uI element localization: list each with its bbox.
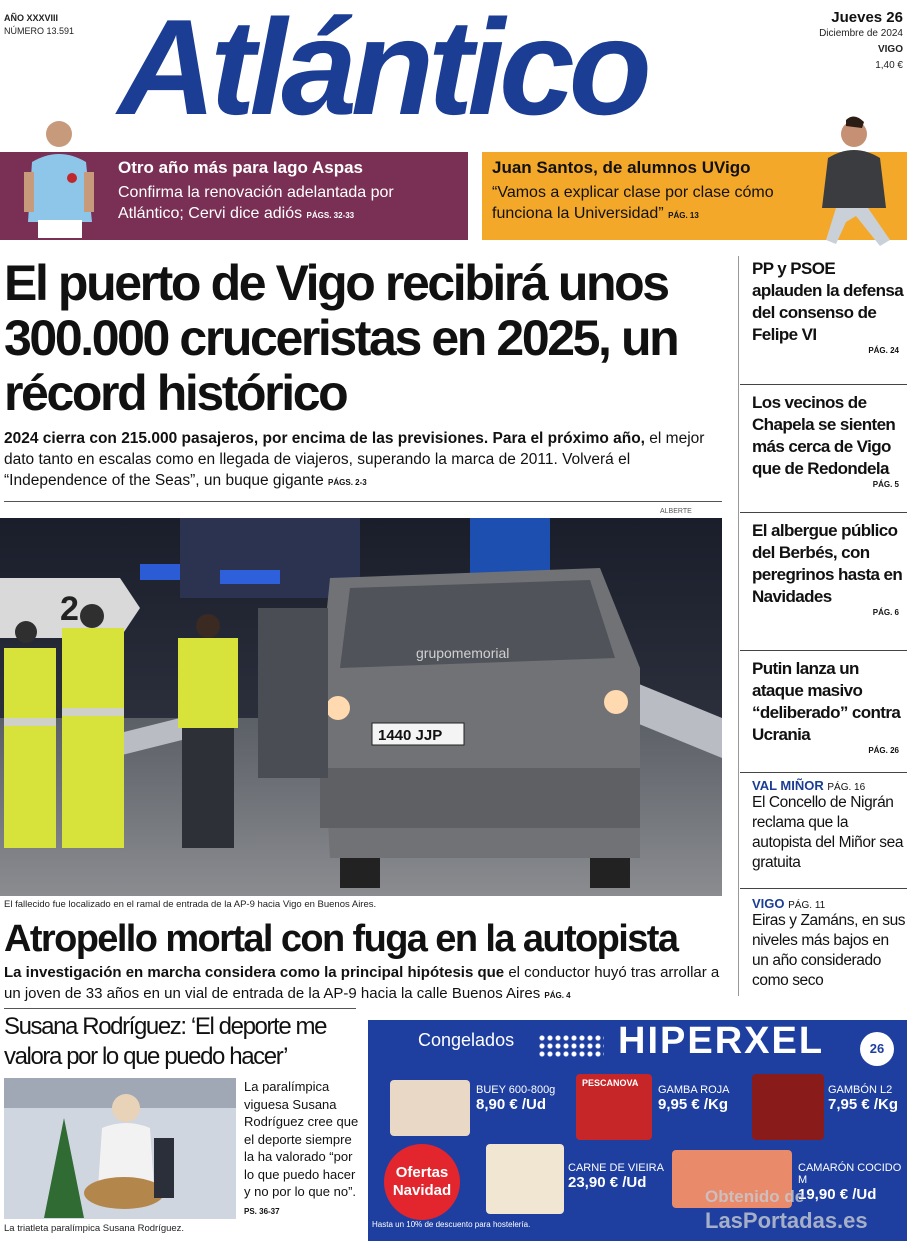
product-vieira [568,1162,664,1191]
van-plate: 1440 JJP [378,727,443,744]
accident-photo [0,518,722,896]
product-name: GAMBA ROJA [658,1084,730,1096]
third-body [244,1078,360,1220]
product-name: GAMBÓN L2 [828,1084,893,1096]
product-price: 8,90 € /Ud [476,1096,547,1113]
promo-title: Otro año más para Iago Aspas [118,158,363,177]
ad-dots-icon [538,1034,604,1058]
badge-number: 26 [869,1041,885,1056]
ad-footnote: Hasta un 10% de descuento para hostelería. [372,1220,531,1229]
student-photo [806,112,901,250]
offer-text: Ofertas Navidad [392,1164,452,1199]
watermark [705,1185,868,1233]
date-info [819,10,903,74]
product-name: BUEY 600-800g [476,1084,556,1096]
van-logo-text: grupomemorial [416,645,510,661]
promo-desc: Confirma la renovación adelantada por Atlántico; Cervi dice adiós [118,184,394,222]
side-rule [738,256,739,996]
product-vieira-icon [486,1144,564,1214]
date-day: Jueves 26 [831,9,903,26]
divider [740,650,907,651]
side-story-title: PP y PSOE aplauden la defensa del consenso de Felipe VI [752,259,904,344]
divider [740,772,907,773]
brief-section: VAL MIÑOR [752,778,824,793]
watermark-line: Obtenido de [705,1187,805,1206]
photo-caption: El fallecido fue localizado en el ramal de entrada de la AP-9 hacia Vigo en Buenos Aires. [4,899,377,910]
athlete-caption: La triatleta paralímpica Susana Rodríguez. [4,1223,185,1234]
side-story-title: El albergue público del Berbés, con peregrinos hasta en Navidades [752,521,903,606]
brief-text: Eiras y Zamáns, en sus niveles más bajos en un año considerado como seco [752,912,906,989]
side-brief-2[interactable] [740,896,907,991]
brief-pages: PÁG. 11 [788,900,826,911]
side-story-2[interactable] [740,392,907,489]
lead-dek [4,428,722,493]
edition-number: NÚMERO 13.591 [4,26,75,36]
brief-text: El Concello de Nigrán reclama que la autopista del Miñor sea gratuita [752,794,904,871]
promo-pages: PÁGS. 32-33 [306,211,355,220]
side-story-pages: PÁG. 5 [872,480,899,489]
side-story-pages: PÁG. 26 [868,746,899,755]
newspaper-logo[interactable]: Atlántico [118,0,646,143]
anniversary-badge [860,1032,894,1066]
edition-year: AÑO XXXVIII [4,13,59,23]
product-buey-icon [390,1080,470,1136]
second-dek [4,962,722,1006]
divider [4,501,722,502]
lead-headline[interactable]: El puerto de Vigo recibirá unos 300.000 cruceristas en 2025, un récord histórico [4,255,678,421]
product-price: 9,95 € /Kg [658,1096,729,1113]
date-month: Diciembre de 2024 [819,28,903,39]
divider [4,1008,356,1009]
product-price: 19,90 € /Ud [798,1186,877,1203]
promo-desc: “Vamos a explicar clase por clase cómo funciona la Universidad” [492,184,774,222]
product-gambon-icon [752,1074,824,1140]
divider [740,888,907,889]
watermark-line: LasPortadas.es [705,1208,868,1233]
product-gamba [658,1084,730,1113]
road-sign-number: 2 [60,590,79,628]
lead-dek-bold: 2024 cierra con 215.000 pasajeros, por encima de las previsiones. Para el próximo año, [4,430,645,447]
second-dek-text: el conductor huyó tras arrollar a un joven de 33 años en un vial de entrada de la AP-9 hacia la calle Buenos Aires [4,964,720,1002]
athlete-photo [4,1078,236,1219]
third-body-text: La paralímpica viguesa Susana Rodríguez cree que el deporte siempre la ha valorado “por lo que puedo hacer y no por lo que no”. [244,1079,359,1199]
ad-brand: HIPERXEL [618,1020,825,1062]
side-story-pages: PÁG. 6 [872,608,899,617]
divider [740,512,907,513]
cover-price: 1,40 € [875,60,903,71]
lead-dek-text: el mejor dato tanto en escalas como en llegada de viajeros, superando la marca de 2011. Volverá el “Independence of the Seas”, un buque gigante [4,430,705,489]
photo-credit: ALBERTE [660,508,692,515]
edition-city: VIGO [877,44,903,55]
product-price: 23,90 € /Ud [568,1174,647,1191]
second-pages: PÁG. 4 [544,991,571,1000]
product-price: 7,95 € /Kg [828,1096,899,1113]
second-dek-bold: La investigación en marcha considera como la principal hipótesis que [4,964,505,981]
promo-title: Juan Santos, de alumnos UVigo [492,158,751,177]
product-brand: PESCANOVA [582,1078,639,1088]
product-buey [476,1084,555,1113]
side-story-pages: PÁG. 24 [868,346,899,355]
promo-pages: PÁG. 13 [668,211,699,220]
divider [740,384,907,385]
product-gambon [828,1084,898,1113]
product-name: CARNE DE VIEIRA [568,1162,664,1174]
side-story-1[interactable] [740,258,907,355]
third-headline[interactable]: Susana Rodríguez: ‘El deporte me valora por lo que puedo hacer’ [4,1013,327,1070]
lead-pages: PÁGS. 2-3 [328,478,367,487]
ad-lead: Congelados [418,1030,515,1050]
side-story-3[interactable] [740,520,907,617]
side-story-title: Los vecinos de Chapela se sienten más cerca de Vigo que de Redondela [752,393,896,478]
side-story-title: Putin lanza un ataque masivo “deliberado” contra Ucrania [752,659,901,744]
second-headline[interactable]: Atropello mortal con fuga en la autopista [4,918,678,960]
third-pages: PS. 36-37 [244,1206,280,1216]
brief-section: VIGO [752,896,785,911]
edition-info [4,12,74,38]
offer-badge [384,1144,460,1220]
player-photo [14,112,100,250]
brief-pages: PÁG. 16 [827,782,866,793]
product-name: CAMARÓN COCIDO M [798,1162,902,1186]
side-story-4[interactable] [740,658,907,755]
side-brief-1[interactable] [740,778,907,873]
